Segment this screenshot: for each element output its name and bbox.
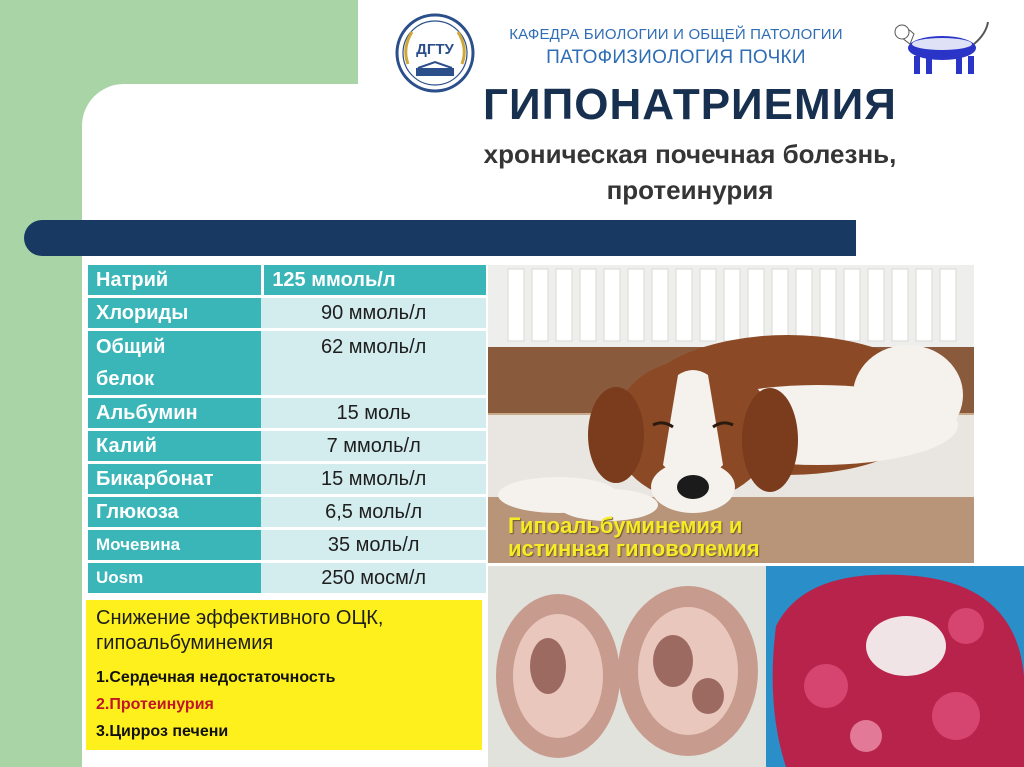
caption-line-1: Гипоальбуминемия и [508, 513, 743, 538]
table-row [88, 530, 486, 560]
cause-item: 1.Сердечная недостаточность [96, 669, 336, 686]
table-row [88, 497, 486, 527]
kidney-specimen-photo [488, 566, 766, 767]
photo-caption [508, 514, 968, 560]
lab-name: Альбумин [88, 398, 261, 428]
kidney-cross-section-photo [766, 566, 1024, 767]
table-row [88, 265, 486, 295]
lab-name [88, 331, 261, 395]
cause-item: 3.Цирроз печени [96, 723, 229, 740]
lab-name-line-1: Общий [96, 336, 166, 358]
table-row [88, 331, 486, 395]
lab-value: 6,5 моль/л [261, 497, 486, 527]
lab-value: 35 моль/л [261, 530, 486, 560]
table-row [88, 398, 486, 428]
lab-name: Натрий [88, 265, 261, 295]
lab-value: 7 ммоль/л [261, 431, 486, 461]
subject-name: ПАТОФИЗИОЛОГИЯ ПОЧКИ [546, 47, 806, 68]
lab-values-table [88, 262, 486, 596]
table-row [88, 563, 486, 593]
lab-value: 250 мосм/л [261, 563, 486, 593]
lab-name-line-2: белок [96, 368, 155, 390]
causes-heading-line-1: Снижение эффективного ОЦК, [96, 607, 384, 629]
cause-item: 2.Протеинурия [96, 696, 214, 713]
logo-text: ДГТУ [416, 41, 454, 58]
causes-heading-line-2: гипоальбуминемия [96, 632, 274, 654]
lab-value: 125 ммоль/л [261, 265, 486, 295]
subtitle-line-1: хроническая почечная болезнь, [483, 139, 897, 169]
lab-name: Бикарбонат [88, 464, 261, 494]
causes-box [86, 600, 482, 750]
lab-value: 15 ммоль/л [261, 464, 486, 494]
department-name: КАФЕДРА БИОЛОГИИ И ОБЩЕЙ ПАТОЛОГИИ [509, 26, 843, 43]
lab-name: Глюкоза [88, 497, 261, 527]
divider-bar [24, 220, 856, 256]
caption-line-2: истинная гиповолемия [508, 536, 760, 561]
dachshund-icon [890, 14, 992, 80]
lab-value: 15 моль [261, 398, 486, 428]
table-row [88, 298, 486, 328]
slide-title: ГИПОНАТРИЕМИЯ [483, 80, 897, 129]
lab-value: 62 ммоль/л [261, 331, 486, 395]
lab-name: Хлориды [88, 298, 261, 328]
subtitle-line-2: протеинурия [606, 175, 774, 205]
lab-name: Мочевина [88, 530, 261, 560]
table-row [88, 431, 486, 461]
lab-name: Uosm [88, 563, 261, 593]
lab-name: Калий [88, 431, 261, 461]
lab-value: 90 ммоль/л [261, 298, 486, 328]
table-row [88, 464, 486, 494]
slide-subtitle [380, 136, 1000, 208]
